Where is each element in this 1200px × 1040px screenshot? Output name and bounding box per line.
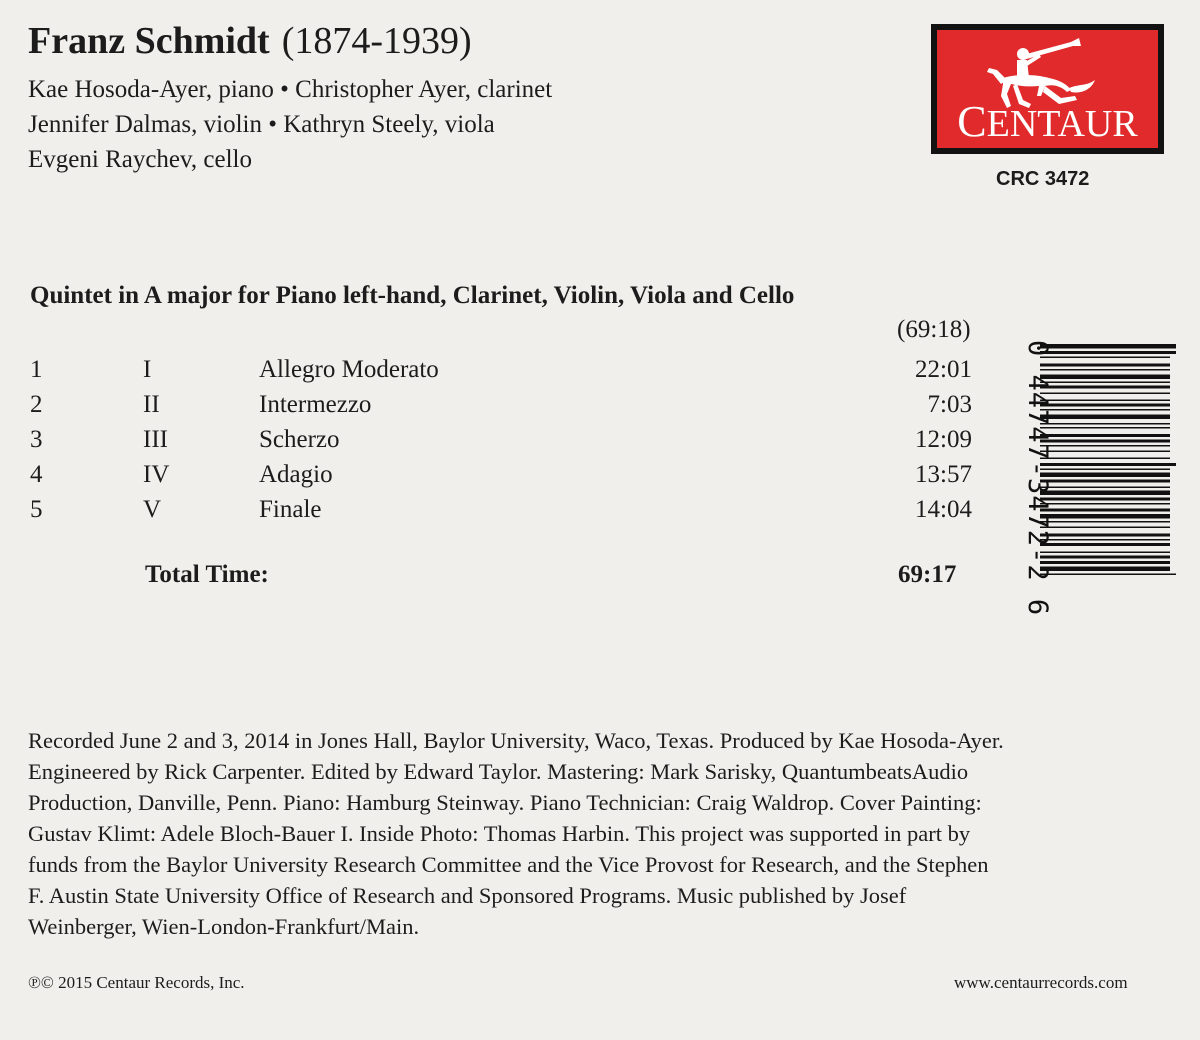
barcode-bar (1040, 473, 1170, 478)
track-number: 3 (30, 426, 43, 453)
barcode-bar (1040, 445, 1170, 447)
barcode-bar (1040, 509, 1170, 512)
website-link[interactable]: www.centaurrecords.com (954, 973, 1128, 992)
track-list (30, 352, 980, 527)
barcode-bar (1040, 440, 1170, 443)
credits-line: Weinberger, Wien-London-Frankfurt/Main. (28, 914, 420, 939)
credits-line: Recorded June 2 and 3, 2014 in Jones Hall, Baylor University, Waco, Texas. Produced by Kae Hosoda-Ayer. (28, 728, 1004, 753)
logo-wordmark: CENTAUR (957, 97, 1138, 146)
barcode-bar (1040, 543, 1170, 546)
work-duration: (69:18) (897, 316, 971, 343)
work-title: Quintet in A major for Piano left-hand, Clarinet, Violin, Viola and Cello (30, 282, 795, 309)
track-duration: 13:57 (915, 461, 972, 488)
credits-line: funds from the Baylor University Research Committee and the Vice Provost for Research, and the Stephen (28, 852, 989, 877)
track-number: 4 (30, 461, 43, 488)
barcode-bar (1040, 458, 1170, 460)
track-number: 1 (30, 356, 43, 383)
total-time-value: 69:17 (898, 561, 957, 588)
barcode-bar (1040, 463, 1176, 466)
catalog-number: CRC 3472 (996, 168, 1090, 190)
barcode-bar (1040, 400, 1170, 402)
barcode-bar (1040, 344, 1176, 349)
composer-heading (28, 18, 472, 64)
movement-numeral: V (143, 496, 162, 523)
barcode-bar (1040, 382, 1170, 384)
barcode-bar (1040, 469, 1170, 471)
track-number: 2 (30, 391, 43, 418)
barcode-bar (1040, 427, 1170, 429)
barcode-bar (1040, 451, 1170, 453)
credits-paragraph (28, 725, 1178, 942)
barcode-bars (1040, 344, 1176, 575)
track-row (30, 387, 980, 422)
track-duration: 22:01 (915, 356, 972, 383)
track-title: Intermezzo (259, 391, 372, 418)
barcode-bar (1040, 534, 1170, 537)
barcode-bar (1040, 514, 1170, 519)
track-duration: 12:09 (915, 426, 972, 453)
credits-line: Engineered by Rick Carpenter. Edited by Edward Taylor. Mastering: Mark Sarisky, QuantumbeatsAudio (28, 759, 969, 784)
performer-line: Jennifer Dalmas, violin • Kathryn Steely, viola (28, 111, 495, 138)
track-row (30, 457, 980, 492)
composer-dates: (1874-1939) (281, 20, 472, 62)
track-row (30, 352, 980, 387)
track-title: Adagio (259, 461, 333, 488)
track-duration: 14:04 (915, 496, 972, 523)
performers-list (28, 72, 552, 177)
performer-line: Evgeni Raychev, cello (28, 146, 252, 173)
barcode-bar (1040, 364, 1170, 367)
barcode-bar (1040, 567, 1170, 572)
barcode-bar (1040, 521, 1170, 523)
credits-line: Gustav Klimt: Adele Bloch-Bauer I. Inside Photo: Thomas Harbin. This project was supported in part by (28, 821, 971, 846)
track-title: Scherzo (259, 426, 340, 453)
copyright-notice: ℗© 2015 Centaur Records, Inc. (28, 973, 245, 992)
barcode-bar (1040, 423, 1170, 425)
track-title: Allegro Moderato (259, 356, 439, 383)
movement-numeral: IV (143, 461, 170, 488)
composer-name: Franz Schmidt (28, 20, 270, 62)
track-row (30, 492, 980, 527)
barcode-bar (1040, 375, 1170, 380)
barcode-bar (1040, 556, 1170, 559)
barcode-bar (1040, 434, 1170, 437)
barcode-bar (1040, 498, 1170, 501)
barcode-digits: 0 44747-3472-2 6 (1022, 340, 1053, 617)
movement-numeral: III (143, 426, 168, 453)
barcode-bar (1040, 386, 1170, 389)
barcode-bar (1040, 480, 1170, 483)
track-number: 5 (30, 496, 43, 523)
movement-numeral: II (143, 391, 160, 418)
credits-line: F. Austin State University Office of Research and Sponsored Programs. Music published by Josef (28, 883, 907, 908)
barcode-bar (1040, 487, 1170, 489)
track-title: Finale (259, 496, 322, 523)
barcode-bar (1040, 409, 1170, 411)
logo-panel (937, 30, 1158, 148)
barcode-bar (1040, 552, 1170, 554)
credits-line: Production, Danville, Penn. Piano: Hamburg Steinway. Piano Technician: Craig Waldrop. Cover Painting: (28, 790, 982, 815)
barcode-bar (1040, 404, 1170, 407)
total-time-label: Total Time: (145, 561, 269, 588)
barcode-bar (1040, 393, 1170, 395)
performer-line: Kae Hosoda-Ayer, piano • Christopher Ayer, clarinet (28, 76, 553, 103)
barcode-bar (1040, 357, 1170, 359)
barcode-bar (1040, 561, 1170, 564)
barcode-bar (1040, 351, 1176, 354)
barcode-bar (1040, 574, 1176, 576)
barcode-bar (1040, 503, 1170, 505)
movement-numeral: I (143, 356, 152, 383)
barcode-bar (1040, 539, 1170, 541)
barcode-bar (1040, 527, 1170, 529)
barcode-bar (1040, 491, 1170, 496)
barcode-bar (1040, 415, 1170, 420)
barcode-bar (1040, 369, 1170, 371)
track-row (30, 422, 980, 457)
track-duration: 7:03 (927, 391, 972, 418)
centaur-logo (931, 24, 1164, 154)
